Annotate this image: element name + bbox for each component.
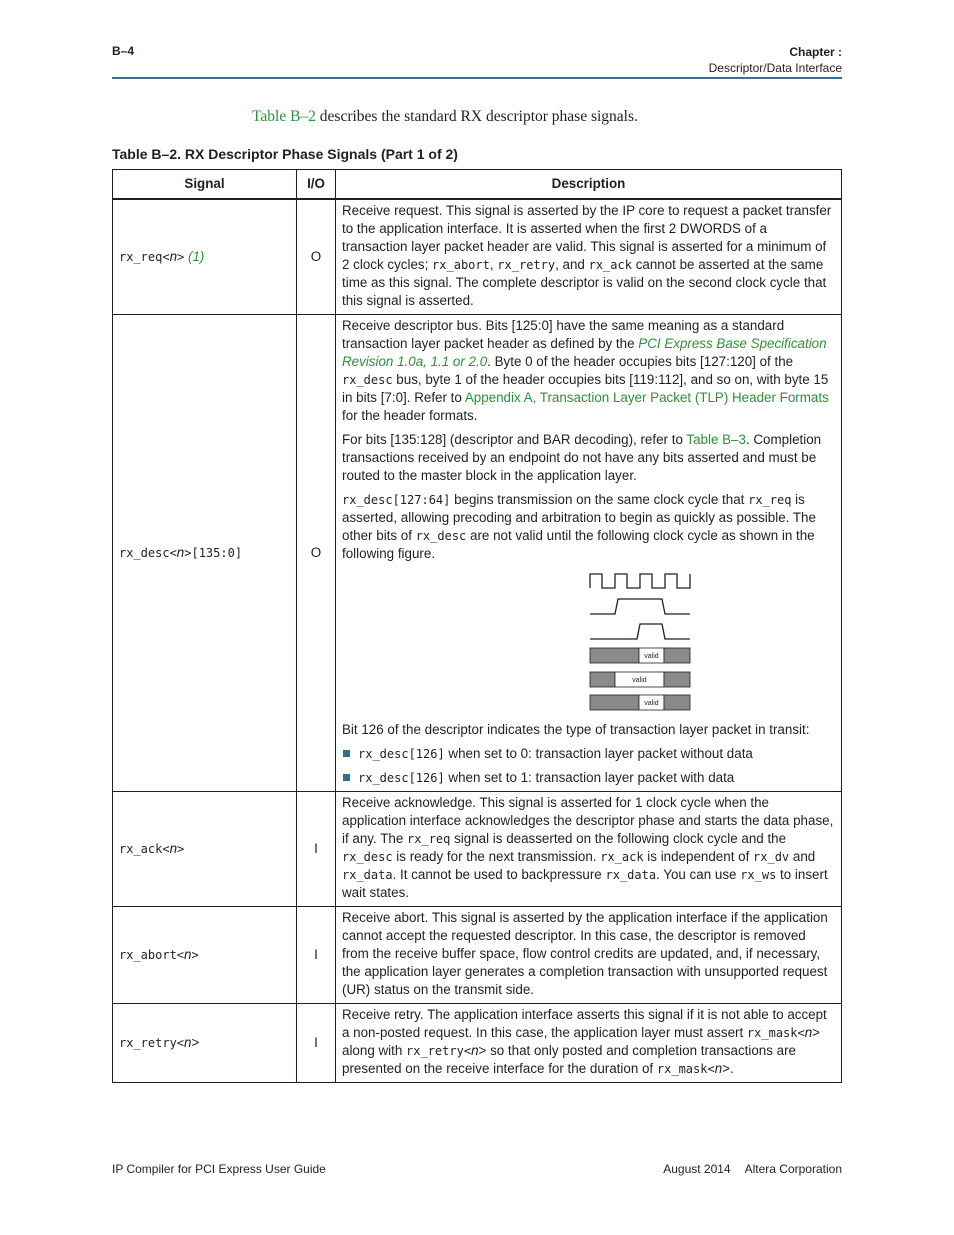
intro-sentence: Table B–2 describes the standard RX descriptor phase signals. [252,108,638,125]
table-row [113,199,842,315]
signal-cell: rx_req<n> (1) [113,199,297,315]
bullet-list [342,745,835,787]
rx-ack-waveform [590,624,690,639]
footer-company: Altera Corporation [744,1162,842,1176]
io-cell: O [297,199,336,315]
clock-waveform [590,574,690,588]
description-cell: Receive request. This signal is asserted by the IP core to request a packet transfer to the application interface. It is asserted when the first 2 DWORDS of a transaction layer packet header are valid. This signal is asserted for a minimum of 2 clock cycles; rx_abort, rx_retry, and rx_ack cannot be asserted at the same time as this signal. The complete descriptor is valid on the second clock cycle that this signal is asserted. [336,199,842,315]
header-rule [112,77,842,79]
signal-cell: rx_desc<n>[135:0] [113,315,297,792]
footer-right [663,1162,842,1176]
timing-diagram [589,571,691,711]
note-link[interactable]: (1) [188,249,205,264]
io-cell: I [297,792,336,907]
col-header-description: Description [336,170,842,200]
table-b3-link[interactable]: Table B–3 [686,432,746,447]
rx-desc-lo-bus [590,672,690,687]
signal-cell: rx_retry<n> [113,1004,297,1083]
bullet-square-icon [343,774,350,781]
rx-req-waveform [590,599,690,614]
table-row [113,1004,842,1083]
valid-label: valid [632,677,647,684]
table-row [113,907,842,1004]
io-cell: I [297,1004,336,1083]
chapter-label: Chapter : [789,45,842,59]
io-cell: I [297,907,336,1004]
table-ref-link[interactable]: Table B–2 [252,108,316,125]
io-cell: O [297,315,336,792]
signal-cell: rx_abort<n> [113,907,297,1004]
appendix-a-link[interactable]: Appendix A, Transaction Layer Packet (TLP) Header Formats [464,390,829,405]
valid-label: valid [644,700,659,707]
section-title: Descriptor/Data Interface [708,61,842,75]
footer-date: August 2014 [663,1162,731,1176]
rx-descriptor-signals-table [112,169,842,1083]
description-cell: Receive acknowledge. This signal is asserted for 1 clock cycle when the application interface acknowledges the descriptor phase and starts the data phase, if any. The rx_req signal is deasserted on the following clock cycle and the rx_desc is ready for the next transmission. rx_ack is independent of rx_dv and rx_data. It cannot be used to backpressure rx_data. You can use rx_ws to insert wait states. [336,792,842,907]
list-item: rx_desc[126] when set to 1: transaction layer packet with data [342,769,835,787]
description-cell: Receive retry. The application interface asserts this signal if it is not able to accept a non-posted request. In this case, the application layer must assert rx_mask<n> along with rx_retry<n> so that only posted and completion transactions are presented on the receive interface for the duration of rx_mask<n>. [336,1004,842,1083]
signal-cell: rx_ack<n> [113,792,297,907]
list-item: rx_desc[126] when set to 0: transaction layer packet without data [342,745,835,763]
table-caption: Table B–2. RX Descriptor Phase Signals (Part 1 of 2) [112,146,458,162]
description-cell: Receive descriptor bus. Bits [125:0] have the same meaning as a standard transaction layer packet header as defined by the PCI Express Base Specification Revision 1.0a, 1.1 or 2.0. Byte 0 of the header occupies bits [127:120] of the rx_desc bus, byte 1 of the header occupies bits [119:112], and so on, with byte 15 in bits [7:0]. Refer to Appendix A, Transaction Layer Packet (TLP) Header Formats for the header formats. For bits [135:128] (descriptor and BAR decoding), refer to Table B–3. Completion transactions received by an endpoint do not have any bits asserted and must be routed to the master block in the application layer. rx_desc[127:64] begins transmission on the same clock cycle that rx_req is asserted, allowing precoding and arbitration to begin as quickly as possible. The other bits of rx_desc are not valid until the following clock cycle as shown in the following figure. valid valid valid Bit 126 of the descriptor indicates the type of transaction layer packet in transit: rx_desc[126] when set to 0: transaction layer packet without data rx_desc[126] when set to 1: transaction layer packet with data [336,315,842,792]
footer-guide-title: IP Compiler for PCI Express User Guide [112,1162,326,1176]
description-cell: Receive abort. This signal is asserted by the application interface if the application cannot accept the requested descriptor. In this case, the descriptor is removed from the receive buffer space, flow control credits are updated, and, if necessary, the application layer generates a completion transaction with unsupported request (UR) status on the transmit side. [336,907,842,1004]
bullet-square-icon [343,750,350,757]
rx-desc-bar-bus [590,695,690,710]
page-number: B–4 [112,44,135,58]
running-header [709,44,842,76]
pcie-spec-link[interactable]: PCI Express Base Specification Revision 1.0a, 1.1 or 2.0 [342,336,827,369]
table-row [113,315,842,792]
table-header-row [113,170,842,200]
col-header-signal: Signal [113,170,297,200]
valid-label: valid [644,653,659,660]
table-row [113,792,842,907]
rx-desc-hi-bus [590,648,690,663]
col-header-io: I/O [297,170,336,200]
